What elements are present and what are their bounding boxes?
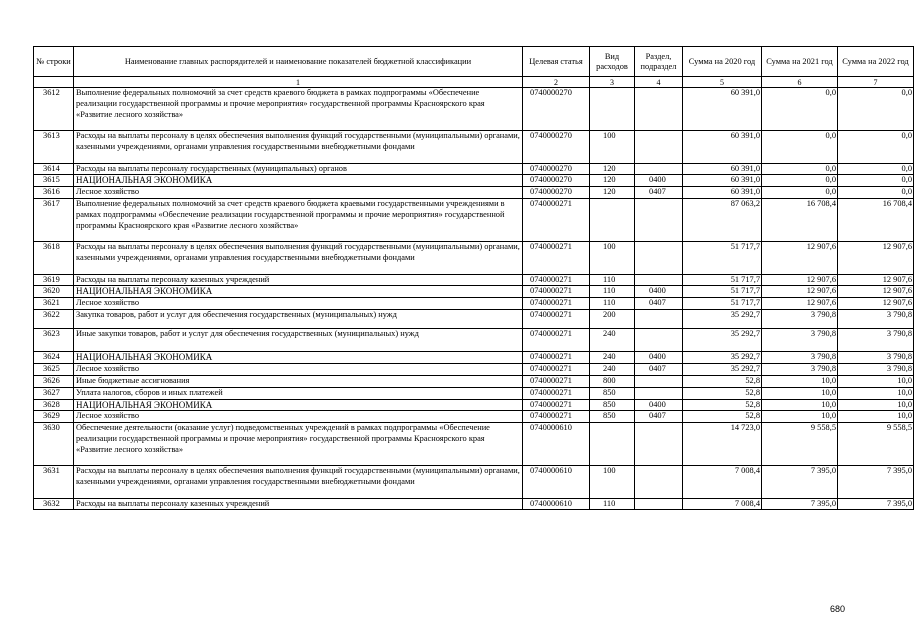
item-name: Обеспечение деятельности (оказание услуг) подведомственных учреждений в рамках подпрограммы «Обеспечение реализации государственной программы и прочие мероприятия» государственной программы Красноярского края «Развитие лесного хозяйства» — [74, 423, 523, 466]
column-number — [34, 77, 74, 88]
table-row — [34, 375, 914, 387]
expense-type: 200 — [590, 309, 635, 328]
table-row — [34, 175, 914, 187]
expense-type: 110 — [590, 274, 635, 286]
target-article: 0740000271 — [523, 352, 590, 364]
table-row — [34, 274, 914, 286]
column-number: 3 — [590, 77, 635, 88]
row-number: 3627 — [34, 387, 74, 399]
column-number: 2 — [523, 77, 590, 88]
row-number: 3619 — [34, 274, 74, 286]
sum-2020: 52,8 — [683, 387, 762, 399]
sum-2022: 0,0 — [838, 175, 914, 187]
sum-2020: 7 008,4 — [683, 466, 762, 498]
sum-2022: 0,0 — [838, 163, 914, 175]
expense-type: 850 — [590, 411, 635, 423]
header-sum-2021: Сумма на 2021 год — [762, 47, 838, 77]
section-code: 0407 — [635, 298, 683, 310]
sum-2021: 12 907,6 — [762, 298, 838, 310]
row-number: 3629 — [34, 411, 74, 423]
sum-2020: 52,8 — [683, 375, 762, 387]
item-name: Уплата налогов, сборов и иных платежей — [74, 387, 523, 399]
sum-2020: 14 723,0 — [683, 423, 762, 466]
expense-type: 120 — [590, 175, 635, 187]
column-number: 6 — [762, 77, 838, 88]
expense-type: 240 — [590, 328, 635, 352]
item-name: НАЦИОНАЛЬНАЯ ЭКОНОМИКА — [74, 399, 523, 411]
sum-2021: 7 395,0 — [762, 498, 838, 510]
row-number: 3630 — [34, 423, 74, 466]
row-number: 3622 — [34, 309, 74, 328]
header-name: Наименование главных распорядителей и наименование показателей бюджетной классификации — [74, 47, 523, 77]
row-number: 3626 — [34, 375, 74, 387]
sum-2022: 0,0 — [838, 187, 914, 199]
sum-2022: 12 907,6 — [838, 274, 914, 286]
table-row — [34, 298, 914, 310]
row-number: 3625 — [34, 364, 74, 376]
table-row — [34, 466, 914, 498]
item-name: НАЦИОНАЛЬНАЯ ЭКОНОМИКА — [74, 286, 523, 298]
header-sum-2022: Сумма на 2022 год — [838, 47, 914, 77]
section-code: 0400 — [635, 175, 683, 187]
target-article: 0740000610 — [523, 498, 590, 510]
table-row — [34, 328, 914, 352]
header-sum-2020: Сумма на 2020 год — [683, 47, 762, 77]
target-article: 0740000271 — [523, 309, 590, 328]
section-code: 0407 — [635, 411, 683, 423]
expense-type: 120 — [590, 187, 635, 199]
section-code: 0400 — [635, 399, 683, 411]
expense-type: 110 — [590, 298, 635, 310]
section-code: 0400 — [635, 352, 683, 364]
target-article: 0740000610 — [523, 423, 590, 466]
column-number: 5 — [683, 77, 762, 88]
row-number: 3616 — [34, 187, 74, 199]
target-article: 0740000270 — [523, 163, 590, 175]
sum-2021: 0,0 — [762, 163, 838, 175]
item-name: Иные бюджетные ассигнования — [74, 375, 523, 387]
row-number: 3628 — [34, 399, 74, 411]
section-code — [635, 423, 683, 466]
target-article: 0740000271 — [523, 399, 590, 411]
target-article: 0740000270 — [523, 175, 590, 187]
table-row — [34, 411, 914, 423]
expense-type: 850 — [590, 387, 635, 399]
row-number: 3623 — [34, 328, 74, 352]
section-code — [635, 309, 683, 328]
header-row — [34, 47, 914, 77]
target-article: 0740000270 — [523, 131, 590, 163]
item-name: НАЦИОНАЛЬНАЯ ЭКОНОМИКА — [74, 175, 523, 187]
table-row — [34, 399, 914, 411]
column-number: 7 — [838, 77, 914, 88]
section-code — [635, 198, 683, 241]
target-article: 0740000271 — [523, 387, 590, 399]
expense-type: 240 — [590, 364, 635, 376]
table-row — [34, 242, 914, 274]
table-row — [34, 387, 914, 399]
sum-2020: 52,8 — [683, 399, 762, 411]
sum-2020: 51 717,7 — [683, 242, 762, 274]
sum-2021: 3 790,8 — [762, 328, 838, 352]
target-article: 0740000271 — [523, 198, 590, 241]
section-code: 0400 — [635, 286, 683, 298]
row-number: 3624 — [34, 352, 74, 364]
section-code — [635, 163, 683, 175]
sum-2020: 87 063,2 — [683, 198, 762, 241]
sum-2020: 35 292,7 — [683, 328, 762, 352]
section-code — [635, 328, 683, 352]
item-name: Лесное хозяйство — [74, 364, 523, 376]
item-name: Расходы на выплаты персоналу казенных учреждений — [74, 498, 523, 510]
expense-type: 100 — [590, 131, 635, 163]
section-code — [635, 387, 683, 399]
sum-2020: 51 717,7 — [683, 274, 762, 286]
sum-2022: 3 790,8 — [838, 352, 914, 364]
header-expense-type: Вид расходов — [590, 47, 635, 77]
section-code — [635, 131, 683, 163]
target-article: 0740000271 — [523, 375, 590, 387]
target-article: 0740000271 — [523, 364, 590, 376]
sum-2020: 60 391,0 — [683, 163, 762, 175]
row-number: 3614 — [34, 163, 74, 175]
section-code — [635, 375, 683, 387]
section-code — [635, 242, 683, 274]
sum-2022: 9 558,5 — [838, 423, 914, 466]
table-row — [34, 187, 914, 199]
expense-type: 100 — [590, 466, 635, 498]
item-name: Расходы на выплаты персоналу в целях обеспечения выполнения функций государственными (муниципальными) органами, казенными учреждениями, органами управления государственными внебюджетными фондами — [74, 242, 523, 274]
sum-2022: 12 907,6 — [838, 298, 914, 310]
table-row — [34, 364, 914, 376]
sum-2021: 0,0 — [762, 187, 838, 199]
sum-2021: 0,0 — [762, 175, 838, 187]
item-name: Закупка товаров, работ и услуг для обеспечения государственных (муниципальных) нужд — [74, 309, 523, 328]
sum-2022: 0,0 — [838, 131, 914, 163]
sum-2022: 12 907,6 — [838, 286, 914, 298]
expense-type — [590, 198, 635, 241]
item-name: Расходы на выплаты персоналу в целях обеспечения выполнения функций государственными (муниципальными) органами, казенными учреждениями, органами управления государственными внебюджетными фондами — [74, 466, 523, 498]
sum-2022: 7 395,0 — [838, 466, 914, 498]
sum-2022: 10,0 — [838, 375, 914, 387]
header-row-number: № строки — [34, 47, 74, 77]
sum-2020: 60 391,0 — [683, 131, 762, 163]
column-number: 4 — [635, 77, 683, 88]
sum-2021: 3 790,8 — [762, 364, 838, 376]
sum-2020: 7 008,4 — [683, 498, 762, 510]
target-article: 0740000270 — [523, 187, 590, 199]
sum-2020: 35 292,7 — [683, 364, 762, 376]
table-row — [34, 423, 914, 466]
sum-2020: 52,8 — [683, 411, 762, 423]
table-row — [34, 131, 914, 163]
column-number-row — [34, 77, 914, 88]
target-article: 0740000271 — [523, 411, 590, 423]
sum-2021: 9 558,5 — [762, 423, 838, 466]
item-name: Выполнение федеральных полномочий за счет средств краевого бюджета в рамках подпрограммы «Обеспечение реализации государственной программы и прочие мероприятия» государственной программы Красноярского края «Развитие лесного хозяйства» — [74, 88, 523, 131]
sum-2022: 0,0 — [838, 88, 914, 131]
sum-2021: 3 790,8 — [762, 309, 838, 328]
table-row — [34, 498, 914, 510]
item-name: Лесное хозяйство — [74, 298, 523, 310]
section-code — [635, 88, 683, 131]
table-row — [34, 286, 914, 298]
item-name: Выполнение федеральных полномочий за счет средств краевого бюджета краевыми государственными учреждениями в рамках подпрограммы «Обеспечение реализации государственной программы и прочие мероприятия» государственной программы Красноярского края «Развитие лесного хозяйства» — [74, 198, 523, 241]
item-name: Расходы на выплаты персоналу казенных учреждений — [74, 274, 523, 286]
sum-2020: 51 717,7 — [683, 298, 762, 310]
item-name: НАЦИОНАЛЬНАЯ ЭКОНОМИКА — [74, 352, 523, 364]
sum-2020: 60 391,0 — [683, 175, 762, 187]
row-number: 3620 — [34, 286, 74, 298]
item-name: Иные закупки товаров, работ и услуг для обеспечения государственных (муниципальных) нужд — [74, 328, 523, 352]
sum-2021: 12 907,6 — [762, 242, 838, 274]
item-name: Лесное хозяйство — [74, 187, 523, 199]
sum-2021: 16 708,4 — [762, 198, 838, 241]
expense-type: 110 — [590, 286, 635, 298]
sum-2022: 3 790,8 — [838, 309, 914, 328]
sum-2022: 10,0 — [838, 411, 914, 423]
sum-2021: 10,0 — [762, 411, 838, 423]
sum-2021: 10,0 — [762, 375, 838, 387]
table-body — [34, 88, 914, 510]
sum-2021: 3 790,8 — [762, 352, 838, 364]
expense-type — [590, 88, 635, 131]
target-article: 0740000271 — [523, 242, 590, 274]
item-name: Лесное хозяйство — [74, 411, 523, 423]
expense-type: 110 — [590, 498, 635, 510]
table-row — [34, 198, 914, 241]
target-article: 0740000271 — [523, 274, 590, 286]
section-code — [635, 274, 683, 286]
section-code: 0407 — [635, 187, 683, 199]
row-number: 3617 — [34, 198, 74, 241]
page-number: 680 — [830, 604, 846, 614]
target-article: 0740000271 — [523, 286, 590, 298]
section-code — [635, 498, 683, 510]
item-name: Расходы на выплаты персоналу государственных (муниципальных) органов — [74, 163, 523, 175]
row-number: 3612 — [34, 88, 74, 131]
expense-type: 240 — [590, 352, 635, 364]
expense-type: 800 — [590, 375, 635, 387]
sum-2020: 35 292,7 — [683, 352, 762, 364]
sum-2021: 10,0 — [762, 387, 838, 399]
target-article: 0740000270 — [523, 88, 590, 131]
expense-type — [590, 423, 635, 466]
target-article: 0740000271 — [523, 298, 590, 310]
expense-type: 100 — [590, 242, 635, 274]
sum-2022: 3 790,8 — [838, 364, 914, 376]
header-target-article: Целевая статья — [523, 47, 590, 77]
row-number: 3632 — [34, 498, 74, 510]
sum-2020: 60 391,0 — [683, 88, 762, 131]
target-article: 0740000610 — [523, 466, 590, 498]
sum-2021: 12 907,6 — [762, 274, 838, 286]
expense-type: 120 — [590, 163, 635, 175]
budget-table — [33, 46, 914, 510]
sum-2020: 51 717,7 — [683, 286, 762, 298]
column-number: 1 — [74, 77, 523, 88]
section-code: 0407 — [635, 364, 683, 376]
sum-2021: 0,0 — [762, 88, 838, 131]
sum-2022: 16 708,4 — [838, 198, 914, 241]
table-row — [34, 352, 914, 364]
row-number: 3615 — [34, 175, 74, 187]
sum-2020: 35 292,7 — [683, 309, 762, 328]
item-name: Расходы на выплаты персоналу в целях обеспечения выполнения функций государственными (муниципальными) органами, казенными учреждениями, органами управления государственными внебюджетными фондами — [74, 131, 523, 163]
sum-2022: 3 790,8 — [838, 328, 914, 352]
sum-2021: 10,0 — [762, 399, 838, 411]
expense-type: 850 — [590, 399, 635, 411]
row-number: 3621 — [34, 298, 74, 310]
row-number: 3618 — [34, 242, 74, 274]
sum-2021: 7 395,0 — [762, 466, 838, 498]
table-row — [34, 163, 914, 175]
header-section: Раздел, подраздел — [635, 47, 683, 77]
sum-2020: 60 391,0 — [683, 187, 762, 199]
sum-2022: 10,0 — [838, 399, 914, 411]
sum-2021: 0,0 — [762, 131, 838, 163]
sum-2022: 12 907,6 — [838, 242, 914, 274]
row-number: 3613 — [34, 131, 74, 163]
row-number: 3631 — [34, 466, 74, 498]
table-row — [34, 309, 914, 328]
sum-2021: 12 907,6 — [762, 286, 838, 298]
target-article: 0740000271 — [523, 328, 590, 352]
table-row — [34, 88, 914, 131]
sum-2022: 7 395,0 — [838, 498, 914, 510]
sum-2022: 10,0 — [838, 387, 914, 399]
section-code — [635, 466, 683, 498]
